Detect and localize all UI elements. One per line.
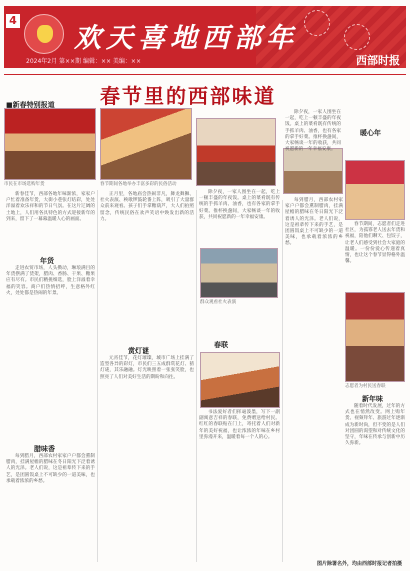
photo-volunteers	[345, 292, 405, 382]
section-heading: 春联	[214, 341, 228, 349]
section-heading: ■新春特别报道	[6, 101, 55, 109]
photo-lanterns	[345, 160, 405, 220]
newspaper-brand: 西部时报	[356, 54, 400, 67]
article-body: 春节期间，志愿者们走进社区，为孤寡老人送去年货和祝福，陪他们聊天、包饺子，让老人们感受到社会大家庭的温暖。一份份爱心传递着真情，也让这个春节显得格外温馨。	[345, 222, 405, 265]
section-heading: 腊味香	[34, 445, 55, 453]
firework-icon	[344, 24, 370, 50]
section-heading: 新年味	[362, 395, 383, 403]
article-body: 正月里，各地庙会热闹非凡，舞龙舞狮、社火表演、秧歌锣鼓轮番上阵，吸引了大量群众前来观看。孩子们手拿糖葫芦，大人们拍照留念，传统民俗在欢声笑语中焕发出新的活力。	[100, 192, 194, 222]
article-body: 元宵佳节，花灯璀璨，城市广场上挂满了造型各异的彩灯，市民们三五成群赏花灯、猜灯谜，其乐融融。灯光映照着一张张笑脸，也照亮了人们对美好生活的期盼和向往。	[100, 356, 194, 380]
photo-dinner	[200, 352, 280, 408]
page-number: 4	[6, 14, 20, 28]
article-body: 走进农贸市场，人头攒动，琳琅满目的年货摆满了货架，腊肉、香肠、干果、糖果应有尽有。市民们精挑细选，脸上洋溢着幸福的笑容。商户们热情招呼，生意格外红火，处处都是热闹的年景。	[6, 266, 95, 296]
article-body: 随着时代发展，过年的方式也在悄然改变。网上购年货、视频拜年、旅游过年逐渐成为新时尚，但不变的是人们对团圆的渴望和对传统文化的坚守，年味在传承与创新中历久弥新。	[345, 404, 405, 447]
article-body: 书法爱好者们挥毫泼墨，写下一副副寓意吉祥的春联，免费赠送给村民。红红的春联贴在门上，寄托着人们对新年的美好祝福，也让浓浓的年味在乡村里弥漫开来，温暖着每一个人的心。	[199, 410, 280, 440]
dragon-logo-icon	[24, 14, 64, 54]
photo-caption: 市民在市场选购年货	[4, 182, 45, 187]
photo-shopping	[100, 108, 192, 180]
section-heading: 年货	[40, 257, 54, 265]
article-body: 除夕夜，一家人围坐在一起，吃上一顿丰盛的年夜饭。桌上的菜肴既有传统的手抓羊肉、油香，也有各家的拿手好菜。推杯换盏间，大家畅谈一年的收获，共同祝愿新的一年幸福安康。	[285, 110, 341, 153]
photo-market	[4, 108, 96, 180]
section-heading: 赏灯谜	[128, 347, 149, 355]
photo-couplets	[283, 148, 343, 194]
article-body: 每到腊月，西部农村家家户户都会熏制腊肉，挂满屋檐的腊味在冬日阳光下泛着诱人的光泽。老人们说，这是祖辈传下来的手艺，是团圆饭桌上不可缺少的一道美味，也承载着浓浓的乡愁。	[6, 454, 95, 484]
photo-performance	[196, 118, 276, 186]
photo-caption: 群众观看社火表演	[200, 300, 236, 305]
article-body: 除夕夜，一家人围坐在一起，吃上一顿丰盛的年夜饭。桌上的菜肴既有传统的手抓羊肉、油香，也有各家的拿手好菜。推杯换盏间，大家畅谈一年的收获，共同祝愿新的一年幸福安康。	[199, 190, 280, 220]
firework-icon	[304, 10, 330, 36]
column-rule	[196, 190, 197, 562]
headline: 春节里的西部味道	[100, 84, 276, 108]
column-rule	[282, 200, 283, 562]
photo-caption: 春节期间各地举办丰富多彩的民俗活动	[100, 182, 177, 187]
photo-credit: 图片除署名外，均由西部时报记者拍摄	[316, 561, 402, 567]
column-rule	[97, 190, 98, 562]
article-body: 新春佳节，西部各地年味渐浓，家家户户忙着准备年货，大街小巷张灯结彩，处处洋溢着欢乐祥和的节日气氛。在这片辽阔的土地上，人们用各具特色的方式迎接新年的到来，留下了一幕幕温暖人心的画面。	[6, 192, 95, 222]
section-heading: 暖心年	[360, 129, 381, 137]
banner-title: 欢天喜地西部年	[74, 23, 298, 54]
photo-caption: 志愿者为村民送春联	[345, 384, 386, 389]
divider	[4, 74, 406, 75]
masthead-banner	[4, 6, 406, 68]
photo-street	[200, 248, 278, 298]
issue-meta: 2024年2月 第××期 编辑：×× 美编：××	[26, 58, 141, 65]
article-body: 每到腊月，西部农村家家户户都会熏制腊肉，挂满屋檐的腊味在冬日阳光下泛着诱人的光泽。老人们说，这是祖辈传下来的手艺，是团圆饭桌上不可缺少的一道美味，也承载着浓浓的乡愁。	[285, 198, 343, 247]
